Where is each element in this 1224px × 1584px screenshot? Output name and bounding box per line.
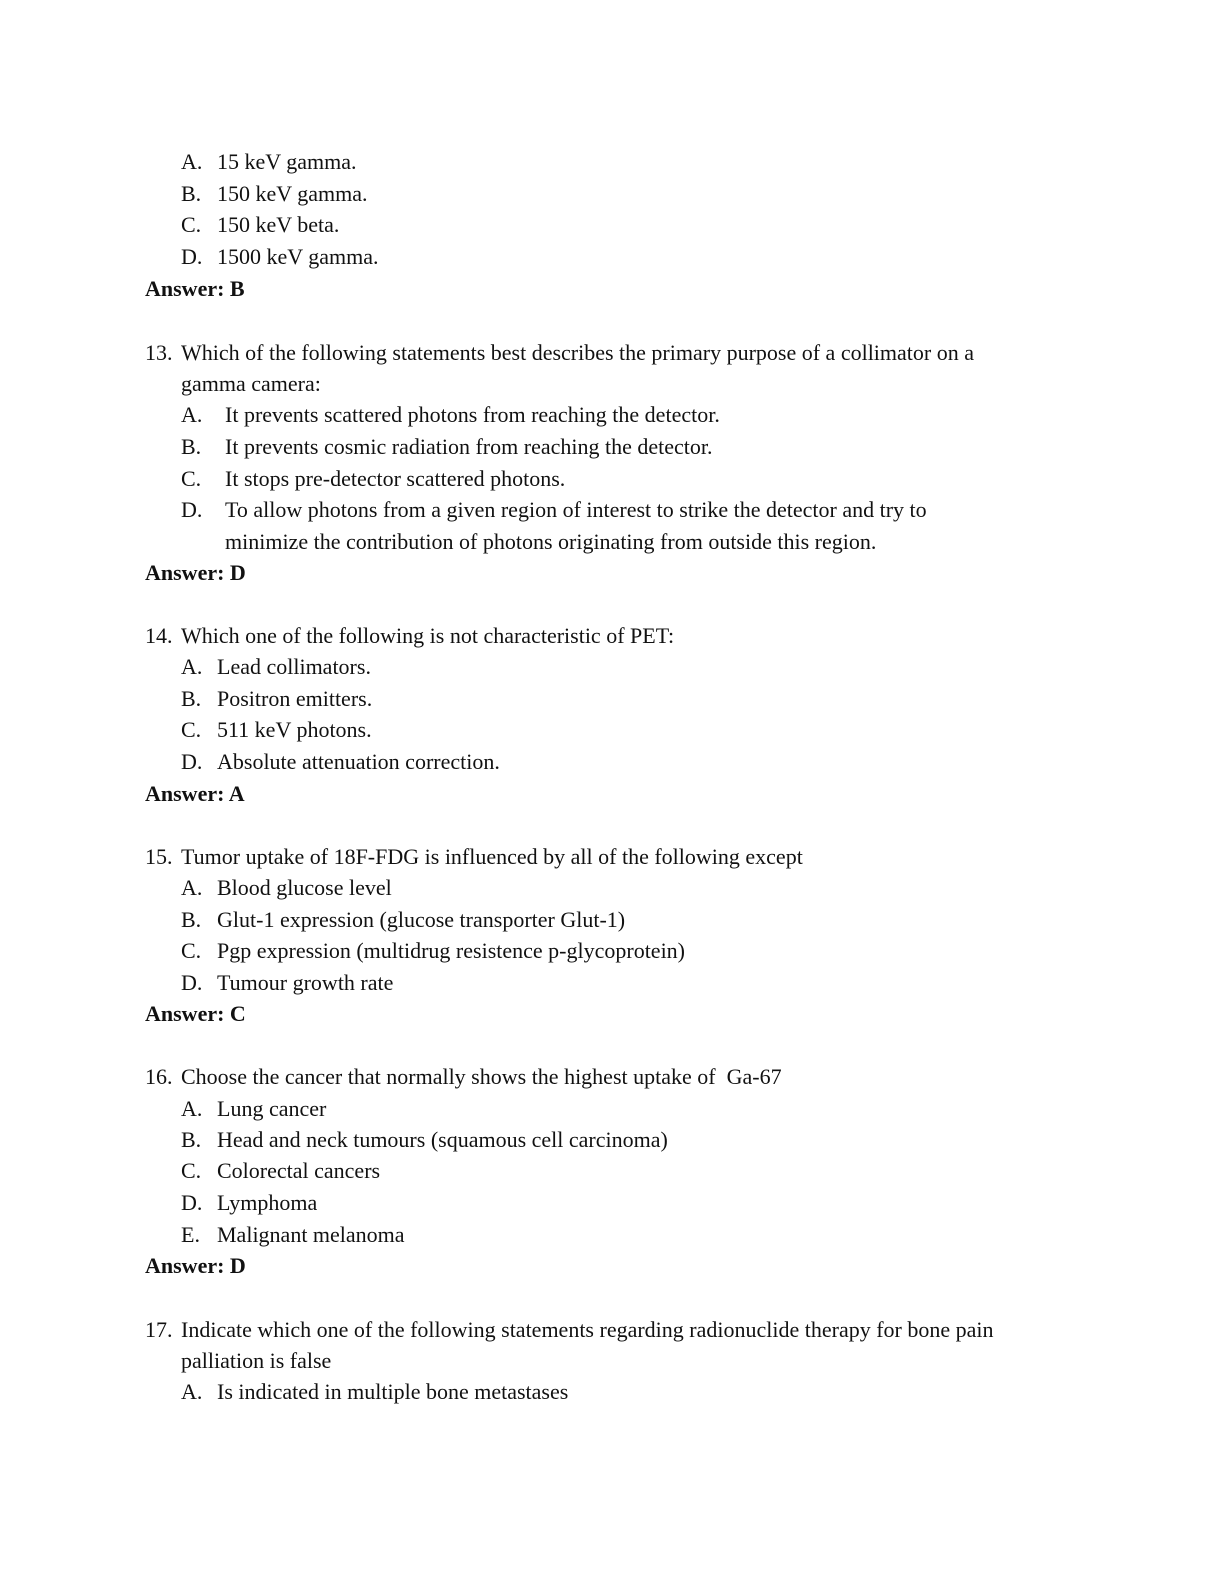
option-letter: B. [181, 907, 202, 932]
q17-question-continued: palliation is false [181, 1348, 332, 1373]
q16-option-c [181, 1157, 380, 1185]
question-number: 16. [145, 1064, 173, 1089]
q15-option-c [181, 937, 685, 965]
option-letter: A. [181, 654, 203, 679]
option-text: Lead collimators. [217, 654, 371, 679]
option-letter: D. [181, 749, 203, 774]
q16-question [145, 1063, 782, 1091]
option-letter: A. [181, 149, 203, 174]
option-letter: A. [181, 875, 203, 900]
option-text: 15 keV gamma. [217, 149, 357, 174]
q14-option-d [181, 748, 500, 776]
q13-option-d [181, 496, 927, 524]
question-text: Which of the following statements best describes the primary purpose of a collimator on a [181, 340, 974, 365]
q12-answer: Answer: B [145, 276, 245, 301]
q15-option-b [181, 906, 625, 934]
q15-answer: Answer: C [145, 1001, 246, 1026]
option-letter: B. [181, 686, 202, 711]
option-text: 150 keV gamma. [217, 181, 368, 206]
option-text: 511 keV photons. [217, 717, 372, 742]
q13-question [145, 339, 974, 367]
question-text: Tumor uptake of 18F-FDG is influenced by all of the following except [181, 844, 803, 869]
q14-answer: Answer: A [145, 781, 245, 806]
option-letter: A. [181, 1096, 203, 1121]
option-letter: C. [181, 212, 202, 237]
q16-answer: Answer: D [145, 1253, 246, 1278]
option-letter: D. [181, 970, 203, 995]
q13-answer: Answer: D [145, 560, 246, 585]
q16-option-e [181, 1221, 405, 1249]
question-number: 13. [145, 340, 173, 365]
q13-option-d-continued: minimize the contribution of photons originating from outside this region. [225, 529, 877, 554]
q12-option-a [181, 148, 357, 176]
q15-option-d [181, 969, 393, 997]
q17-question [145, 1316, 994, 1344]
option-text: It prevents cosmic radiation from reaching the detector. [225, 434, 713, 459]
q14-option-b [181, 685, 372, 713]
q14-question [145, 622, 674, 650]
option-letter: D. [181, 497, 203, 522]
question-text: Indicate which one of the following statements regarding radionuclide therapy for bone pain [181, 1317, 994, 1342]
question-text: Which one of the following is not characteristic of PET: [181, 623, 675, 648]
option-text: Malignant melanoma [217, 1222, 405, 1247]
option-letter: E. [181, 1222, 200, 1247]
option-text: Positron emitters. [217, 686, 373, 711]
q16-option-d [181, 1189, 317, 1217]
option-letter: B. [181, 434, 202, 459]
option-letter: C. [181, 1158, 202, 1183]
q12-option-d [181, 243, 379, 271]
q12-option-b [181, 180, 368, 208]
question-number: 14. [145, 623, 173, 648]
q14-option-a [181, 653, 371, 681]
q17-option-a [181, 1378, 568, 1406]
option-text: To allow photons from a given region of interest to strike the detector and try to [225, 497, 927, 522]
option-text: Lung cancer [217, 1096, 327, 1121]
option-letter: D. [181, 1190, 203, 1215]
option-text: Pgp expression (multidrug resistence p-glycoprotein) [217, 938, 686, 963]
option-text: Is indicated in multiple bone metastases [217, 1379, 569, 1404]
option-text: Blood glucose level [217, 875, 392, 900]
option-text: 1500 keV gamma. [217, 244, 379, 269]
q16-option-b [181, 1126, 668, 1154]
option-text: It stops pre-detector scattered photons. [225, 466, 566, 491]
option-text: Absolute attenuation correction. [217, 749, 500, 774]
q16-option-a [181, 1095, 326, 1123]
option-text: It prevents scattered photons from reaching the detector. [225, 402, 720, 427]
q14-option-c [181, 716, 372, 744]
option-letter: B. [181, 181, 202, 206]
option-letter: C. [181, 717, 202, 742]
option-text: Glut-1 expression (glucose transporter Glut-1) [217, 907, 626, 932]
q12-option-c [181, 211, 339, 239]
q13-question-continued: gamma camera: [181, 371, 321, 396]
question-number: 17. [145, 1317, 173, 1342]
question-text: Choose the cancer that normally shows the highest uptake of Ga-67 [181, 1064, 782, 1089]
q13-option-a [181, 401, 720, 429]
q13-option-c [181, 465, 565, 493]
question-number: 15. [145, 844, 173, 869]
option-letter: A. [181, 1379, 203, 1404]
option-letter: C. [181, 466, 202, 491]
option-letter: D. [181, 244, 203, 269]
option-text: Tumour growth rate [217, 970, 394, 995]
option-letter: B. [181, 1127, 202, 1152]
option-letter: A. [181, 402, 203, 427]
q15-question [145, 843, 803, 871]
option-letter: C. [181, 938, 202, 963]
q13-option-b [181, 433, 712, 461]
q15-option-a [181, 874, 392, 902]
option-text: Lymphoma [217, 1190, 318, 1215]
option-text: Head and neck tumours (squamous cell carcinoma) [217, 1127, 668, 1152]
option-text: Colorectal cancers [217, 1158, 381, 1183]
option-text: 150 keV beta. [217, 212, 340, 237]
